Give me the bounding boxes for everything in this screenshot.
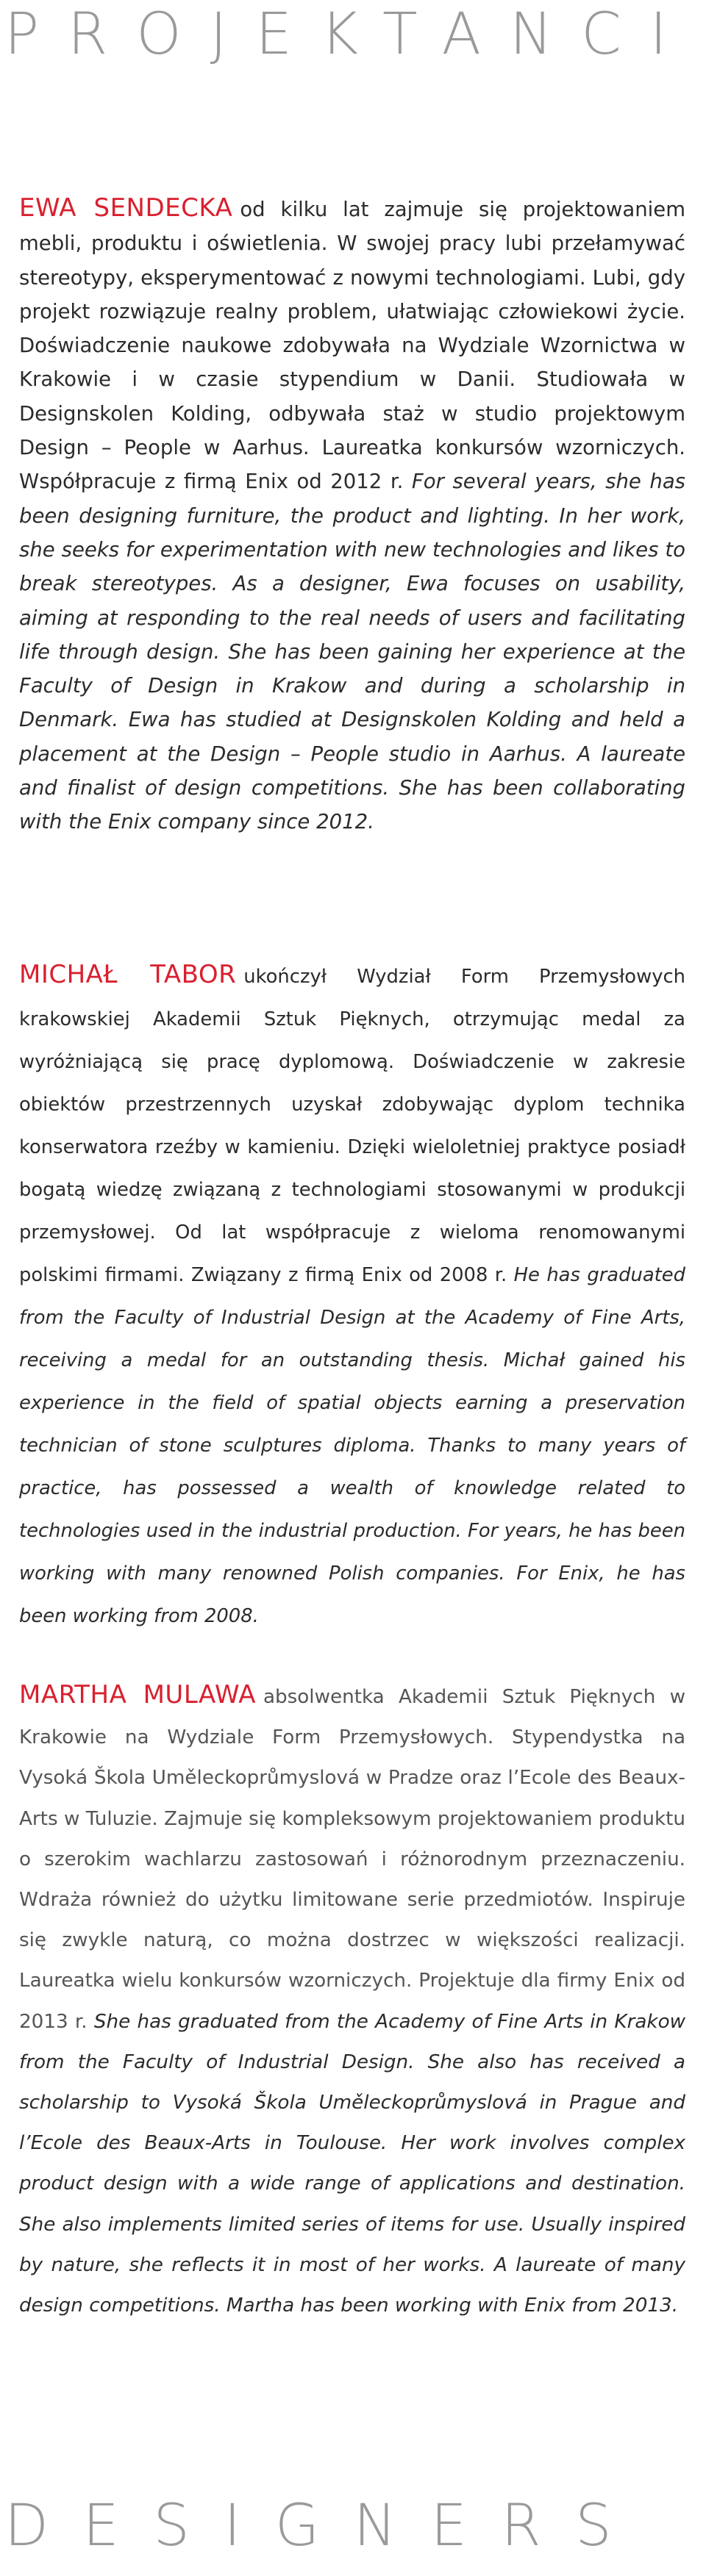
designer-name: EWA SENDECKA bbox=[19, 193, 233, 223]
bio-text-polish: ukończył Wydział Form Przemysłowych krakowskiej Akademii Sztuk Pięknych, otrzymując medal za wyróżniającą się pracę dyplomową. Doświadczenie w zakresie obiektów przestrzennych uzyskał zdobywając dyplom technika konserwatora rzeźby w kamieniu. Dzięki wieloletniej praktyce posiadł bogatą wiedzę związaną z technologiami stosowanymi w produkcji przemysłowej. Od lat współpracuje z wieloma renomowanymi polskimi firmami. Związany z firmą Enix od 2008 r. bbox=[19, 966, 685, 1286]
designer-name: MARTHA MULAWA bbox=[19, 1680, 256, 1709]
bio-text-english: For several years, she has been designing furniture, the product and lighting. In her work, she seeks for experimentation with new technologies and likes to break stereotypes. As a designer, Ewa focuses on usability, aiming at responding to the real needs of users and facilitating life through design. She has been gaining her experience at the Faculty of Design in Krakow and during a scholarship in Denmark. Ewa has studied at Designskolen Kolding and held a placement at the Design – People studio in Aarhus. A laureate and finalist of design competitions. She has been collaborating with the Enix company since 2012. bbox=[19, 470, 686, 834]
bio-text-english: She has graduated from the Academy of Fine Arts in Krakow from the Faculty of Industrial Design. She also has received a scholarship to Vysoká Škola Uměleckoprůmyslová in Prague and l’Ecole des Beaux-Arts in Toulouse. Her work involves complex product design with a wide range of applications and destination. She also implements limited series of items for use. Usually inspired by nature, she reflects it in most of her works. A laureate of many design competitions. Martha has been working with Enix from 2013. bbox=[19, 2010, 686, 2317]
designer-bio-ewa-sendecka bbox=[19, 191, 685, 839]
bio-text-polish: od kilku lat zajmuje się projektowaniem mebli, produktu i oświetlenia. W swojej pracy lubi przełamywać stereotypy, eksperymentować z nowymi technologiami. Lubi, gdy projekt rozwiązuje realny problem, ułatwiając człowiekowi życie. Doświadczenie naukowe zdobywała na Wydziale Wzornictwa w Krakowie i w czasie stypendium w Danii. Studiowała w Designskolen Kolding, odbywała staż w studio projektowym Design – People w Aarhus. Laureatka konkursów wzorniczych. Współpracuje z firmą Enix od 2012 r. bbox=[19, 198, 685, 494]
bio-text-polish: absolwentka Akademii Sztuk Pięknych w Krakowie na Wydziale Form Przemysłowych. Stypendystka na Vysoká Škola Uměleckoprůmyslová w Pradze oraz l’Ecole des Beaux-Arts w Tuluzie. Zajmuje się kompleksowym projektowaniem produktu o szerokim wachlarzu zastosowań i różnorodnym przeznaczeniu. Wdraża również do użytku limitowane serie przedmiotów. Inspiruje się zwykle naturą, co można dostrzec w większości realizacji. Laureatka wielu konkursów wzorniczych. Projektuje dla firmy Enix od 2013 r. bbox=[19, 1686, 685, 2033]
page-title-polish: PROJEKTANCI bbox=[4, 1, 696, 68]
page-title-english: DESIGNERS bbox=[4, 2493, 646, 2559]
bio-text-english: He has graduated from the Faculty of Industrial Design at the Academy of Fine Arts, receiving a medal for an outstanding thesis. Michał gained his experience in the field of spatial objects earning a preservation technician of stone sculptures diploma. Thanks to many years of practice, has possessed a wealth of knowledge related to technologies used in the industrial production. For years, he has been working with many renowned Polish companies. For Enix, he has been working from 2008. bbox=[19, 1264, 686, 1627]
designer-name: MICHAŁ TABOR bbox=[19, 960, 237, 989]
designer-bio-michal-tabor bbox=[19, 953, 685, 1637]
designer-bio-martha-mulawa bbox=[19, 1675, 685, 2326]
